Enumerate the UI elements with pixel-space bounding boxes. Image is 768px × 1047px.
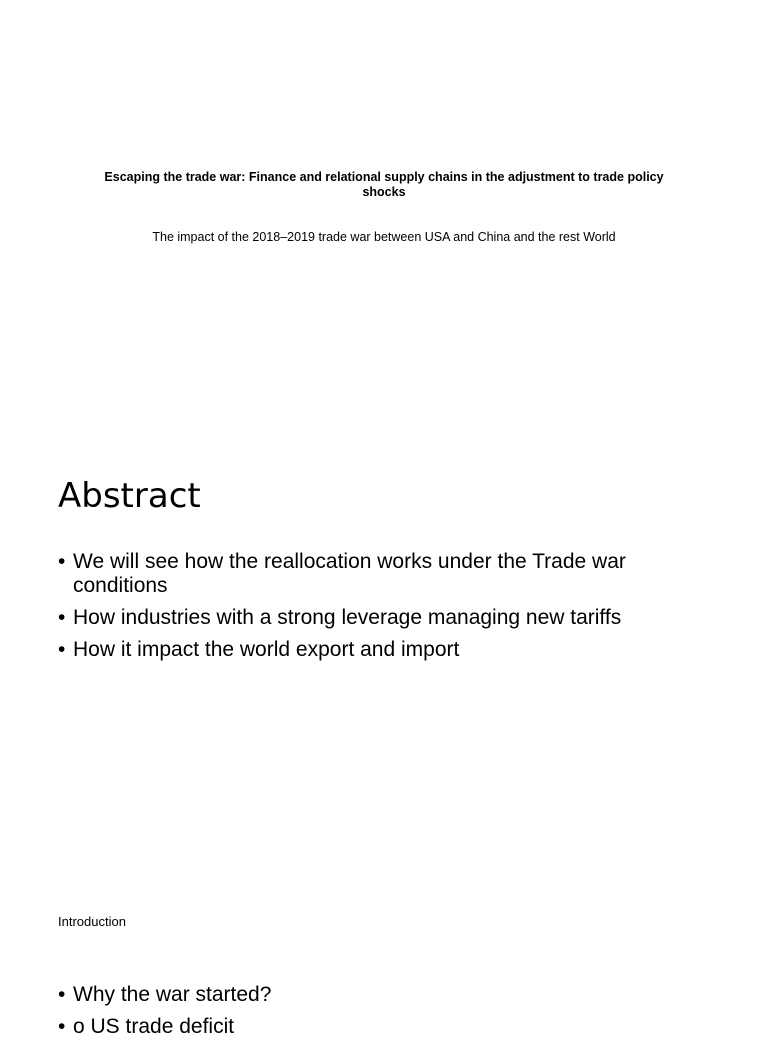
list-item [58,1015,678,1039]
list-item [58,638,678,662]
abstract-bullet-list [58,550,678,670]
list-item-text: Why the war started? [73,983,272,1006]
title-slide [100,170,668,244]
document-title: Escaping the trade war: Finance and relational supply chains in the adjustment to trade policy shocks [104,170,664,199]
list-item [58,606,678,630]
list-item-text: o US trade deficit [73,1015,235,1038]
bullet-icon: • [58,606,66,629]
bullet-icon: • [58,983,66,1006]
list-item [58,550,678,598]
abstract-heading: Abstract [58,476,201,516]
bullet-icon: • [58,1015,66,1038]
list-item-text: We will see how the reallocation works under the Trade war conditions [73,550,626,597]
list-item-text: How it impact the world export and import [73,638,460,661]
list-item [58,983,678,1007]
document-subtitle: The impact of the 2018–2019 trade war between USA and China and the rest World [152,230,616,244]
introduction-bullet-list [58,983,678,1047]
bullet-icon: • [58,550,66,573]
introduction-label: Introduction [58,914,126,929]
list-item-text: How industries with a strong leverage managing new tariffs [73,606,622,629]
bullet-icon: • [58,638,66,661]
